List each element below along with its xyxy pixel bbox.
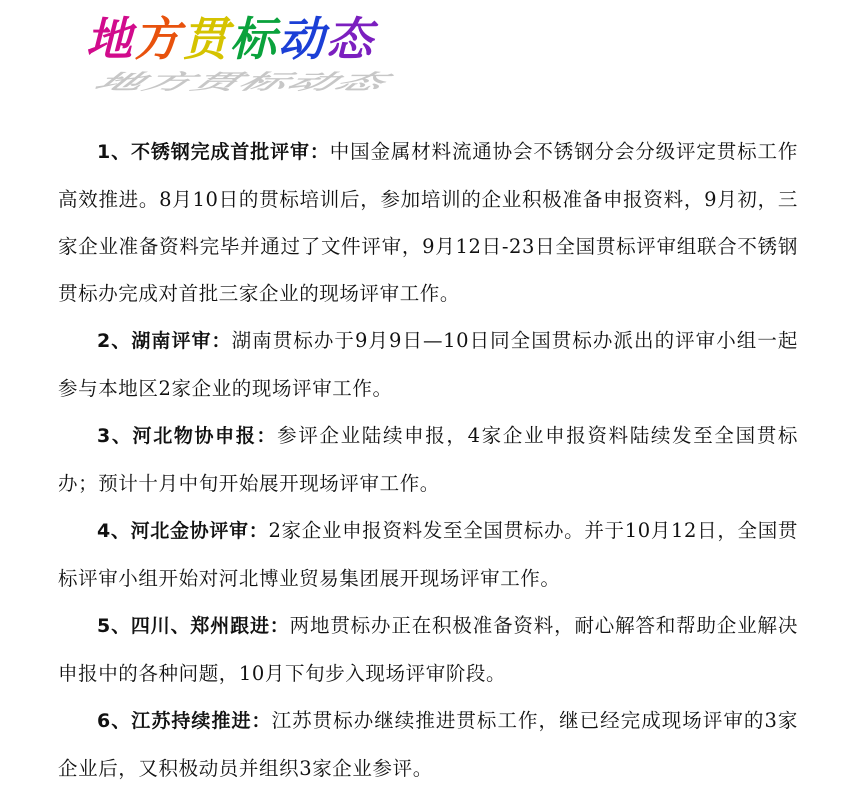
news-item-body: 参评企业陆续申报，4家企业申报资料陆续发至全国贯标办；预计十月中旬开始展开现场评审工作。 (58, 424, 798, 495)
news-item (58, 507, 798, 602)
news-list (58, 128, 798, 792)
news-item (58, 697, 798, 792)
news-item-heading: 6、江苏持续推进： (97, 710, 272, 732)
news-item-body: 江苏贯标办继续推进贯标工作，继已经完成现场评审的3家企业后，又积极动员并组织3家企业参评。 (58, 709, 798, 780)
title-char: 贯 (182, 12, 230, 66)
news-item (58, 128, 798, 317)
page-title (60, 6, 394, 94)
news-item (58, 602, 798, 697)
title-char: 态 (326, 12, 374, 66)
news-item-heading: 2、湖南评审： (97, 330, 232, 352)
news-item-heading: 4、河北金协评审： (97, 520, 269, 542)
title-char: 方 (134, 12, 182, 66)
news-item-body: 中国金属材料流通协会不锈钢分会分级评定贯标工作高效推进。8月10日的贯标培训后，参加培训的企业积极准备申报资料，9月初，三家企业准备资料完毕并通过了文件评审，9月12日-23日全国贯标评审组联合不锈钢贯标办完成对首批三家企业的现场评审工作。 (58, 140, 798, 305)
page-title-text (86, 12, 374, 66)
title-char: 地 (86, 12, 134, 66)
news-item (58, 317, 798, 412)
news-item (58, 412, 798, 507)
news-item-heading: 1、不锈钢完成首批评审： (97, 141, 330, 163)
news-item-heading: 5、四川、郑州跟进： (97, 615, 290, 637)
news-item-body: 湖南贯标办于9月9日—10日同全国贯标办派出的评审小组一起参与本地区2家企业的现场评审工作。 (58, 329, 799, 400)
news-item-heading: 3、河北物协申报： (97, 425, 278, 447)
title-char: 动 (278, 12, 326, 66)
title-char: 标 (230, 12, 278, 66)
news-item-body: 两地贯标办正在积极准备资料，耐心解答和帮助企业解决申报中的各种问题，10月下旬步入现场评审阶段。 (58, 614, 798, 685)
page-title-shadow: 地方贯标动态 (88, 69, 394, 94)
news-item-body: 2家企业申报资料发至全国贯标办。并于10月12日，全国贯标评审小组开始对河北博业贸易集团展开现场评审工作。 (58, 519, 798, 590)
